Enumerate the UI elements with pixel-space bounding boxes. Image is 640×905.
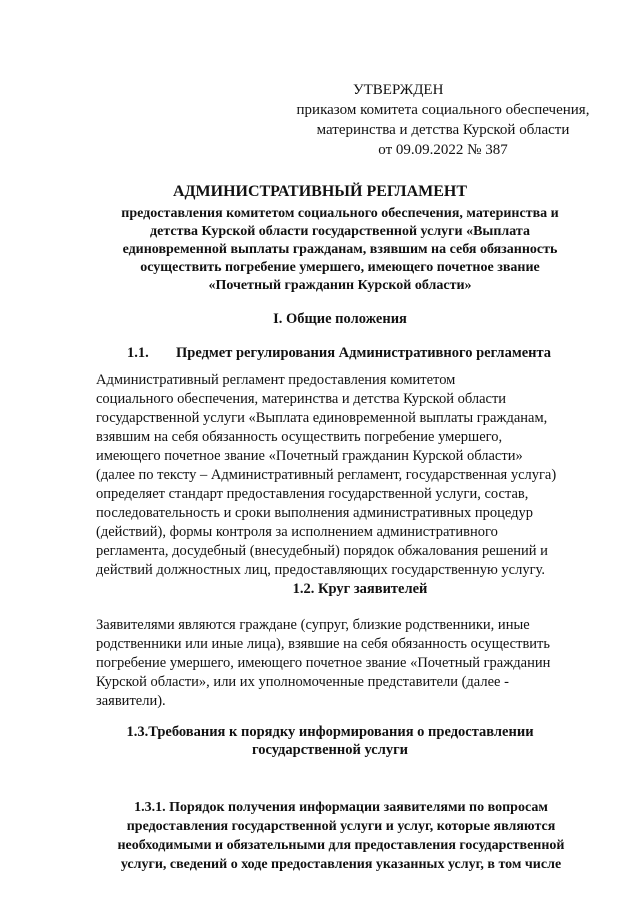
paragraph-subject <box>96 371 586 580</box>
text-line: заявители). <box>96 693 166 709</box>
approval-line: приказом комитета социального обеспечения, <box>296 102 590 118</box>
text-line: Заявителями являются граждане (супруг, близкие родственники, иные <box>96 617 530 633</box>
text-line: Курской области», или их уполномоченные представители (далее - <box>96 674 509 690</box>
subtitle-line: единовременной выплаты гражданам, взявшим на себя обязанность <box>122 242 558 257</box>
text-line: (далее по тексту – Административный регламент, государственная услуга) <box>96 467 557 483</box>
subsection-heading: 1.2. Круг заявителей <box>292 581 428 597</box>
paragraph-information-order <box>96 798 586 874</box>
subtitle-line: предоставления комитетом социального обеспечения, материнства и <box>121 206 559 221</box>
text-line: Административный регламент предоставления комитетом <box>96 372 456 388</box>
section-heading: I. Общие положения <box>273 311 407 327</box>
text-line: погребение умершего, имеющего почетное звание «Почетный гражданин <box>96 655 551 671</box>
subtitle-line: осуществить погребение умершего, имеющего почетное звание <box>140 260 540 275</box>
heading-line: государственной услуги <box>251 742 409 758</box>
approval-block <box>283 80 603 160</box>
subtitle-line: «Почетный гражданин Курской области» <box>208 278 472 293</box>
text-line: предоставления государственной услуги и услуг, которые являются <box>126 819 556 834</box>
document-subtitle <box>70 205 610 295</box>
text-line: услуги, сведений о ходе предоставления указанных услуг, в том числе <box>120 857 562 872</box>
text-line: государственной услуги «Выплата единовременной выплаты гражданам, <box>96 410 548 426</box>
text-line: взявшим на себя обязанность осуществить погребение умершего, <box>96 429 503 445</box>
text-line: действий должностных лиц, предоставляющих государственную услугу. <box>96 562 545 578</box>
text-line: последовательность и сроки выполнения административных процедур <box>96 505 534 521</box>
document-title: АДМИНИСТРАТИВНЫЙ РЕГЛАМЕНТ <box>172 183 468 200</box>
text-line: социального обеспечения, материнства и детства Курской области <box>96 391 507 407</box>
subsection-heading: Предмет регулирования Административного регламента <box>176 345 552 361</box>
text-line: регламента, досудебный (внесудебный) порядок обжалования решений и <box>96 543 548 559</box>
text-line: 1.3.1. Порядок получения информации заявителями по вопросам <box>134 800 548 815</box>
approval-line: материнства и детства Курской области <box>316 122 570 138</box>
text-line: (действий), формы контроля за исполнением административного <box>96 524 498 540</box>
approval-line: от 09.09.2022 № 387 <box>378 142 508 158</box>
text-line: имеющего почетное звание «Почетный гражданин Курской области» <box>96 448 523 464</box>
paragraph-applicants <box>96 616 586 711</box>
subtitle-line: детства Курской области государственной услуги «Выплата <box>150 224 530 239</box>
text-line: необходимыми и обязательными для предоставления государственной <box>117 838 565 853</box>
approval-line: УТВЕРЖДЕН <box>353 82 444 98</box>
text-line: родственники или иные лица), взявшие на себя обязанность осуществить <box>96 636 551 652</box>
subsection-heading <box>30 723 630 759</box>
text-line: определяет стандарт предоставления государственной услуги, состав, <box>96 486 529 502</box>
subsection-number: 1.1. <box>127 345 149 361</box>
heading-line: 1.3.Требования к порядку информирования о предоставлении <box>126 724 534 740</box>
